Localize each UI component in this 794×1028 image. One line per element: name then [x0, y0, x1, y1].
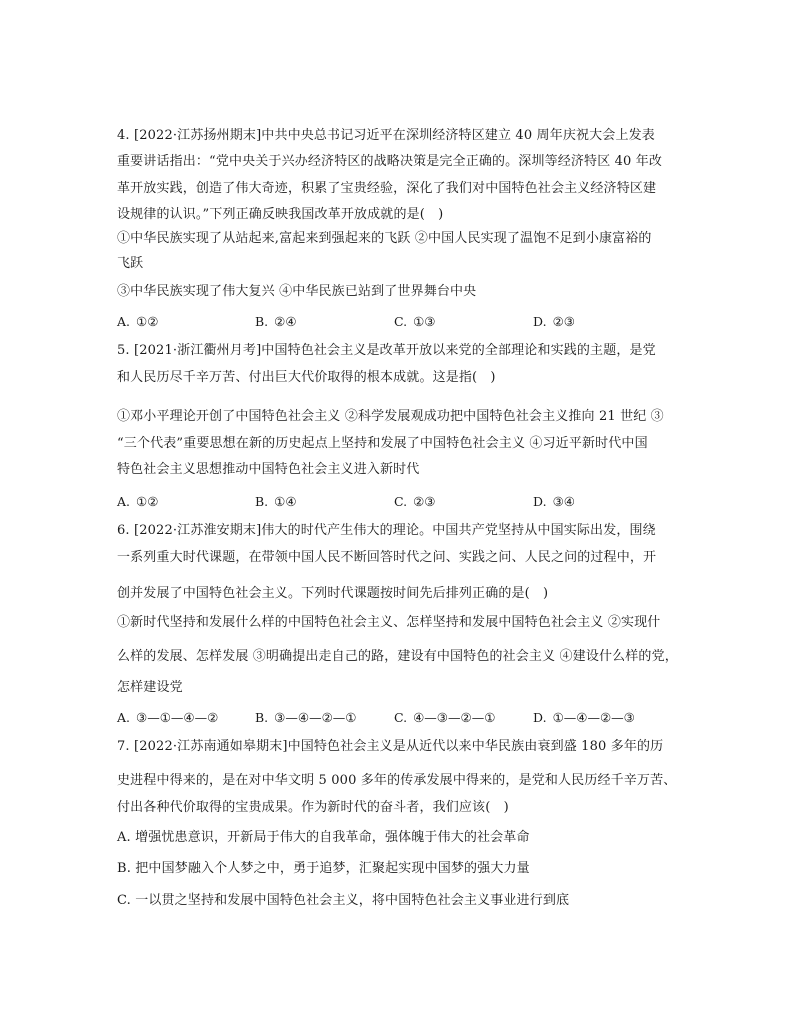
option-c[interactable]: C. ④—③—②—① — [394, 710, 496, 725]
question-5-item-line-1: ①邓小平理论开创了中国特色社会主义 ②科学发展观成功把中国特色社会主义推向 21 世纪 ③ — [117, 409, 664, 424]
question-4-stem-line-3: 革开放实践，创造了伟大奇迹，积累了宝贵经验，深化了我们对中国特色社会主义经济特区建 — [117, 181, 657, 196]
question-7-stem-line-3: 付出各种代价取得的宝贵成果。作为新时代的奋斗者，我们应该( ) — [117, 800, 509, 815]
question-7-stem-line-1: 7. [2022·江苏南通如皋期末]中国特色社会主义是从近代以来中华民族由衰到盛 180 多年的历 — [117, 739, 664, 754]
question-7-stem-line-2: 史进程中得来的，是在对中华文明 5 000 多年的传承发展中得来的，是党和人民历经千辛万苦、 — [117, 773, 677, 788]
question-4-stem-line-4: 设规律的认识。”下列正确反映我国改革开放成就的是( ) — [117, 207, 444, 222]
option-c[interactable]: C. ②③ — [394, 494, 436, 509]
question-5-item-line-2: “三个代表”重要思想在新的历史起点上坚持和发展了中国特色社会主义 ④习近平新时代中国 — [117, 436, 648, 451]
question-4-item-line-1: ①中华民族实现了从站起来,富起来到强起来的飞跃 ②中国人民实现了温饱不足到小康富裕的 — [117, 231, 652, 246]
option-a[interactable]: A. ①② — [117, 494, 159, 509]
question-4-stem-line-2: 重要讲话指出：“党中央关于兴办经济特区的战略决策是完全正确的。深圳等经济特区 40 年改 — [117, 154, 663, 169]
option-b[interactable]: B. ②④ — [255, 314, 297, 329]
option-c[interactable]: C. ①③ — [394, 314, 436, 329]
option-a[interactable]: A. ③—①—④—② — [117, 710, 219, 725]
question-5-item-line-3: 特色社会主义思想推动中国特色社会主义进入新时代 — [117, 462, 420, 477]
question-6-stem-line-2: 一系列重大时代课题，在带领中国人民不断回答时代之问、实践之问、人民之问的过程中，开 — [117, 550, 657, 565]
question-5-stem-line-2: 和人民历尽千辛万苦、付出巨大代价取得的根本成就。这是指( ) — [117, 370, 496, 385]
option-b[interactable]: B. ③—④—②—① — [255, 710, 357, 725]
option-d[interactable]: D. ②③ — [533, 314, 575, 329]
question-4-item-line-2: 飞跃 — [117, 256, 144, 271]
question-6-item-line-1: ①新时代坚持和发展什么样的中国特色社会主义、怎样坚持和发展中国特色社会主义 ②实现什 — [117, 615, 661, 630]
option-b[interactable]: B. 把中国梦融入个人梦之中，勇于追梦，汇聚起实现中国梦的强大力量 — [117, 861, 530, 876]
question-5-stem-line-1: 5. [2021·浙江衢州月考]中国特色社会主义是改革开放以来党的全部理论和实践的主题，是党 — [117, 343, 656, 358]
option-c[interactable]: C. 一以贯之坚持和发展中国特色社会主义，将中国特色社会主义事业进行到底 — [117, 893, 570, 908]
question-6-item-line-2: 么样的发展、怎样发展 ③明确提出走自己的路，建设有中国特色的社会主义 ④建设什么样的党， — [117, 649, 678, 664]
question-4-item-line-3: ③中华民族实现了伟大复兴 ④中华民族已站到了世界舞台中央 — [117, 284, 477, 299]
option-a[interactable]: A. ①② — [117, 314, 159, 329]
option-d[interactable]: D. ③④ — [533, 494, 575, 509]
question-6-stem-line-3: 创并发展了中国特色社会主义。下列时代课题按时间先后排列正确的是( ) — [117, 586, 549, 601]
question-4-stem-line-1: 4. [2022·江苏扬州期末]中共中央总书记习近平在深圳经济特区建立 40 周年庆祝大会上发表 — [117, 128, 655, 143]
question-6-item-line-3: 怎样建设党 — [117, 680, 183, 695]
question-6-stem-line-1: 6. [2022·江苏淮安期末]伟大的时代产生伟大的理论。中国共产党坚持从中国实际出发，围绕 — [117, 523, 656, 538]
option-d[interactable]: D. ①—④—②—③ — [533, 710, 635, 725]
option-b[interactable]: B. ①④ — [255, 494, 297, 509]
option-a[interactable]: A. 增强忧患意识，开新局于伟大的自我革命，强体魄于伟大的社会革命 — [117, 830, 530, 845]
